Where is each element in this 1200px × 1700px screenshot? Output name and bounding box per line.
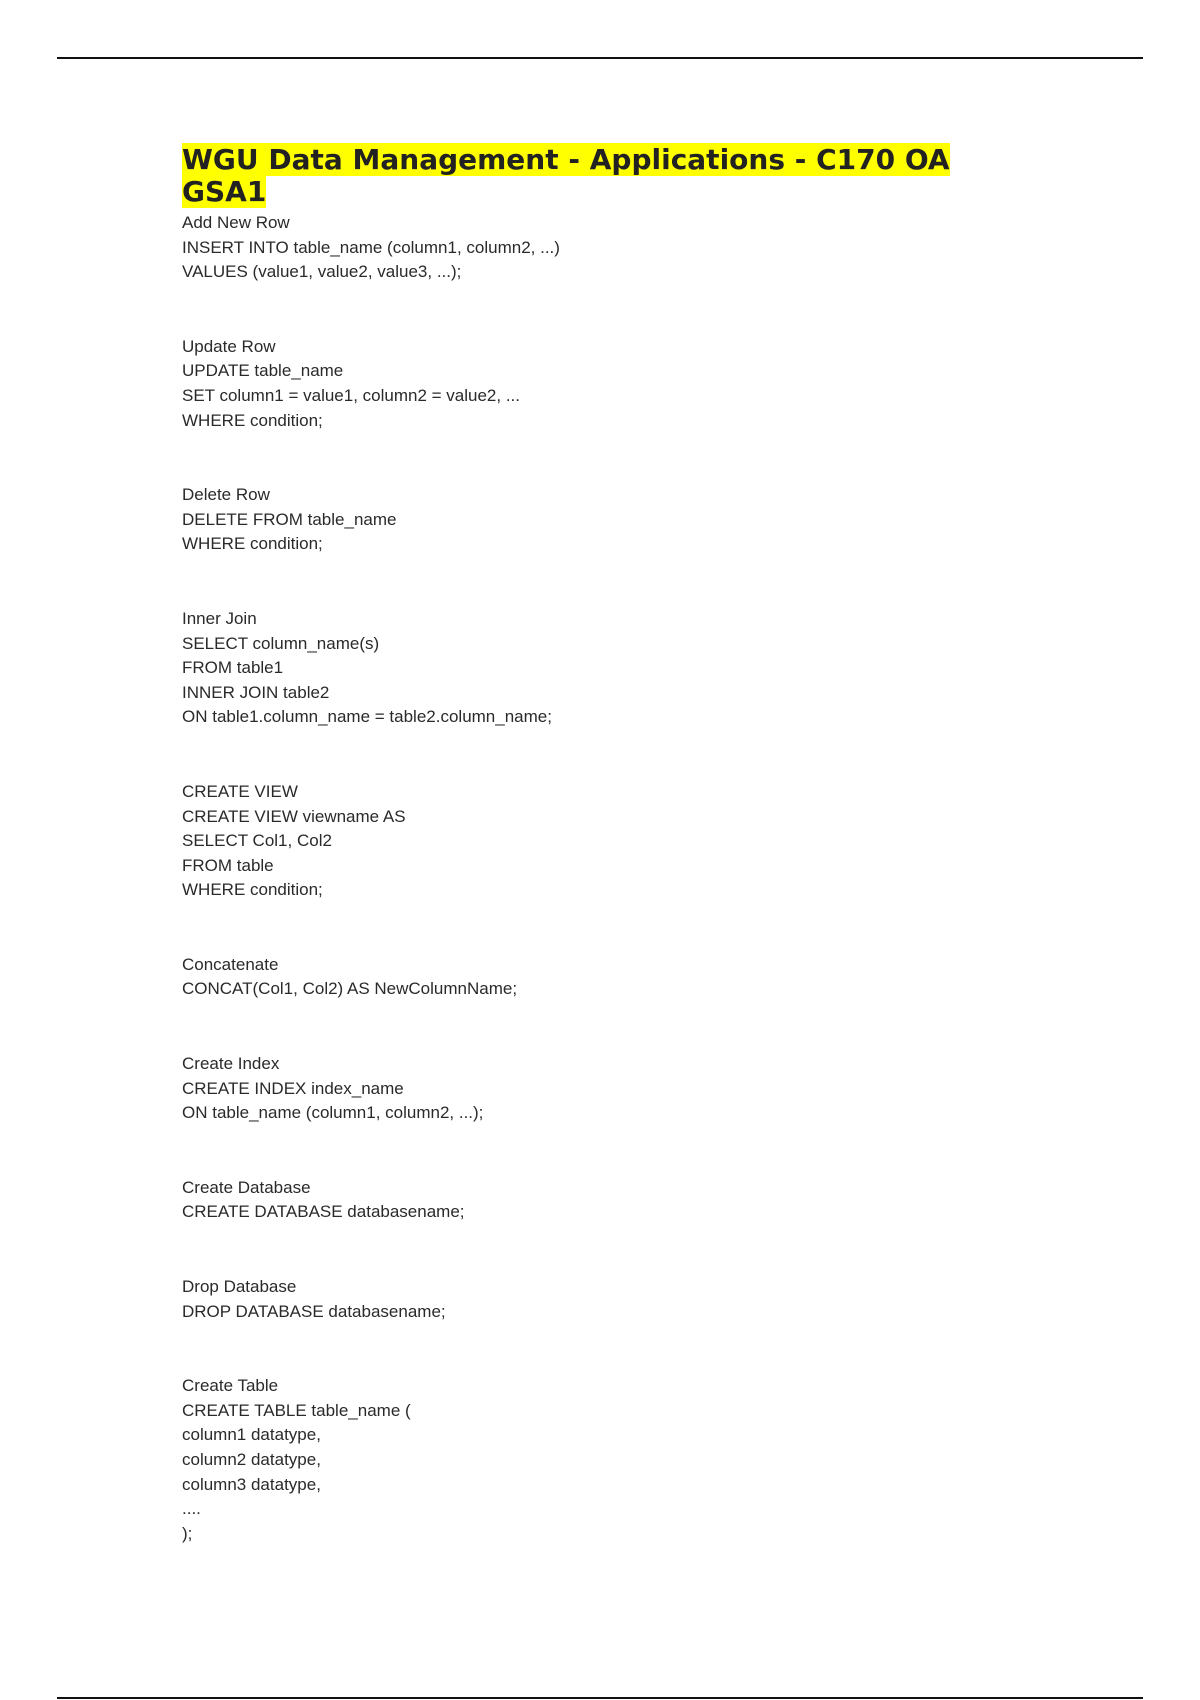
snippet-code-line: column1 datatype, [182, 1425, 321, 1445]
snippet-code-line: DELETE FROM table_name [182, 509, 397, 529]
snippet-code-line: FROM table1 [182, 658, 284, 678]
snippet-code-line: WHERE condition; [182, 534, 323, 554]
snippet-code-line: SET column1 = value1, column2 = value2, ... [182, 385, 520, 405]
snippet-section [182, 607, 1022, 730]
snippet-code-line: column2 datatype, [182, 1450, 321, 1469]
snippet-code-line: FROM table [182, 855, 274, 875]
document-title-text: WGU Data Management - Applications - C170 OA GSA1 [182, 143, 950, 208]
snippet-code-line: CREATE DATABASE databasename; [182, 1202, 465, 1222]
snippet-code-line: ); [182, 1523, 193, 1543]
snippet-code-line: column3 datatype, [182, 1474, 321, 1494]
document-body [182, 144, 1022, 1546]
snippet-code-line: VALUES (value1, value2, value3, ...); [182, 262, 462, 282]
snippet-section [182, 1176, 1022, 1225]
snippet-section [182, 1275, 1022, 1324]
snippet-code-line: SELECT column_name(s) [182, 633, 380, 653]
snippet-heading: Add New Row [182, 213, 290, 232]
snippet-code-line: DROP DATABASE databasename; [182, 1301, 446, 1321]
snippet-section [182, 780, 1022, 903]
footer-rule [57, 1697, 1143, 1699]
snippet-heading: Create Database [182, 1177, 311, 1197]
snippet-section [182, 211, 1022, 285]
snippet-code-line: CREATE TABLE table_name ( [182, 1400, 411, 1420]
snippet-code-line: CONCAT(Col1, Col2) AS NewColumnName; [182, 979, 518, 999]
snippet-heading: Drop Database [182, 1277, 297, 1297]
snippet-code-line: UPDATE table_name [182, 361, 344, 381]
snippet-heading: Create Index [182, 1054, 280, 1074]
snippet-heading: CREATE VIEW [182, 781, 298, 801]
snippet-heading: Update Row [182, 336, 276, 356]
snippet-section [182, 1374, 1022, 1546]
snippet-heading: Delete Row [182, 485, 270, 505]
snippet-code-line: ON table1.column_name = table2.column_name; [182, 707, 552, 727]
snippet-section [182, 1052, 1022, 1126]
snippet-code-line: CREATE INDEX index_name [182, 1078, 404, 1098]
snippet-code-line: INSERT INTO table_name (column1, column2, ...) [182, 237, 560, 257]
snippet-code-line: SELECT Col1, Col2 [182, 831, 332, 851]
snippet-code-line: WHERE condition; [182, 880, 323, 900]
snippet-code-line: CREATE VIEW viewname AS [182, 806, 406, 826]
snippet-code-line: INNER JOIN table2 [182, 682, 330, 702]
snippet-code-line: WHERE condition; [182, 410, 323, 430]
sections-container [182, 211, 1022, 1546]
snippet-section [182, 335, 1022, 433]
snippet-heading: Concatenate [182, 954, 279, 974]
snippet-heading: Inner Join [182, 608, 257, 628]
header-rule [57, 57, 1143, 59]
snippet-code-line: ON table_name (column1, column2, ...); [182, 1103, 484, 1123]
snippet-heading: Create Table [182, 1376, 279, 1396]
snippet-section [182, 953, 1022, 1002]
document-title [182, 144, 1022, 208]
snippet-code-line: .... [182, 1499, 201, 1519]
snippet-section [182, 483, 1022, 557]
